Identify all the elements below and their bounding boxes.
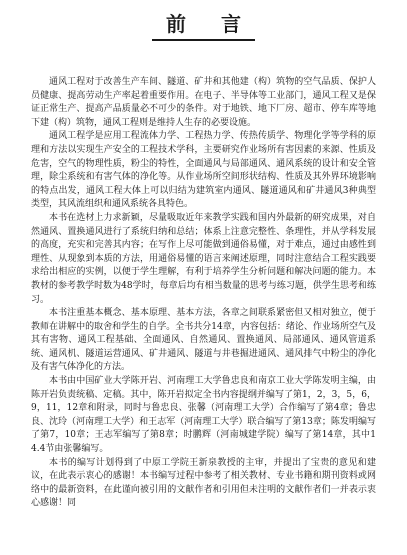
paragraph: 本书由中国矿业大学陈开岩、河南理工大学鲁忠良和南京工业大学陈发明主编，由陈开岩负责统稿、定稿。其中，陈开岩拟定全书内容提纲并编写了第1，2，3，5，6，9，11，12章和附录，同时与鲁忠良、张馨（河南理工大学）合作编写了第4章；鲁忠良、沈玲（河南理工大学）和王志军（河南理工大学）联合编写了第13章；陈发明编写了第7，10章；王志军编写了第8章；时鹏辉（河南城建学院）编写了第14章，其中14.4节由张馨编写。 [31, 376, 376, 455]
preface-body [31, 76, 376, 511]
paragraph: 本书在选材上力求新颖，尽量吸取近年来教学实践和国内外最新的研究成果，对自然通风、置换通风进行了系统归纳和总结；体系上注意完整性、条理性，并从学科发展的高度，充实和完善其内容；在写作上尽可能做到通俗易懂，对于难点，通过由感性到理性、从现象到本质的方法，用通俗易懂的语言来阐述原理，同时注意结合工程实践要求给出相应的实例，以便于学生理解，有利于培养学生分析问题和解决问题的能力。本教材的参考教学时数为48学时，每章后均有相当数量的思考与练习题，供学生思考和练习。 [31, 212, 376, 305]
paragraph: 本书注重基本概念、基本原理、基本方法，各章之间联系紧密但又相对独立，便于教师在讲解中的取舍和学生的自学。全书共分14章，内容包括：绪论、作业场所空气及其有害物、通风工程基础、全面通风、自然通风、置换通风、局部通风、通风管道系统、通风机、隧道运营通风、矿井通风、隧道与井巷掘进通风、通风排气中粉尘的净化及有害气体净化的方法。 [31, 308, 376, 373]
paragraph: 通风工程对于改善生产车间、隧道、矿井和其他建（构）筑物的空气品质、保护人员健康、提高劳动生产率起着重要作用。在电子、半导体等工业部门，通风工程又是保证正常生产、提高产品质量必不可少的条件。对于地铁、地下厂房、超市、停车库等地下建（构）筑物，通风工程则是维持人生存的必要设施。 [31, 77, 376, 128]
paragraph: 本书的编写计划得到了中原工学院王新泉教授的主审，并提出了宝贵的意见和建议，在此表示衷心的感谢！本书编写过程中参考了相关教材、专业书籍和期刊资料或网络中的最新资料，在此谨向被引用的文献作者和引用但未注明的文献作者们一并表示衷心感谢！同 [31, 457, 376, 509]
title-block [31, 12, 376, 56]
page-title: 前 言 [152, 12, 255, 41]
paragraph: 通风工程学是应用工程流体力学、工程热力学、传热传质学、物理化学等学科的原理和方法以实现生产安全的工程技术学科，主要研究作业场所有害因素的来源、性质及危害，空气的物理性质，粉尘的特性，全面通风与局部通风、通风系统的设计和安全管理，除尘系统和有害气体的净化等。从作业场所空间形状结构、性质及其外界环境影响的特点出发，通风工程大体上可以归结为建筑室内通风、隧道通风和矿井通风3种典型类型，其风流组织和通风系统各具特色。 [31, 131, 376, 210]
